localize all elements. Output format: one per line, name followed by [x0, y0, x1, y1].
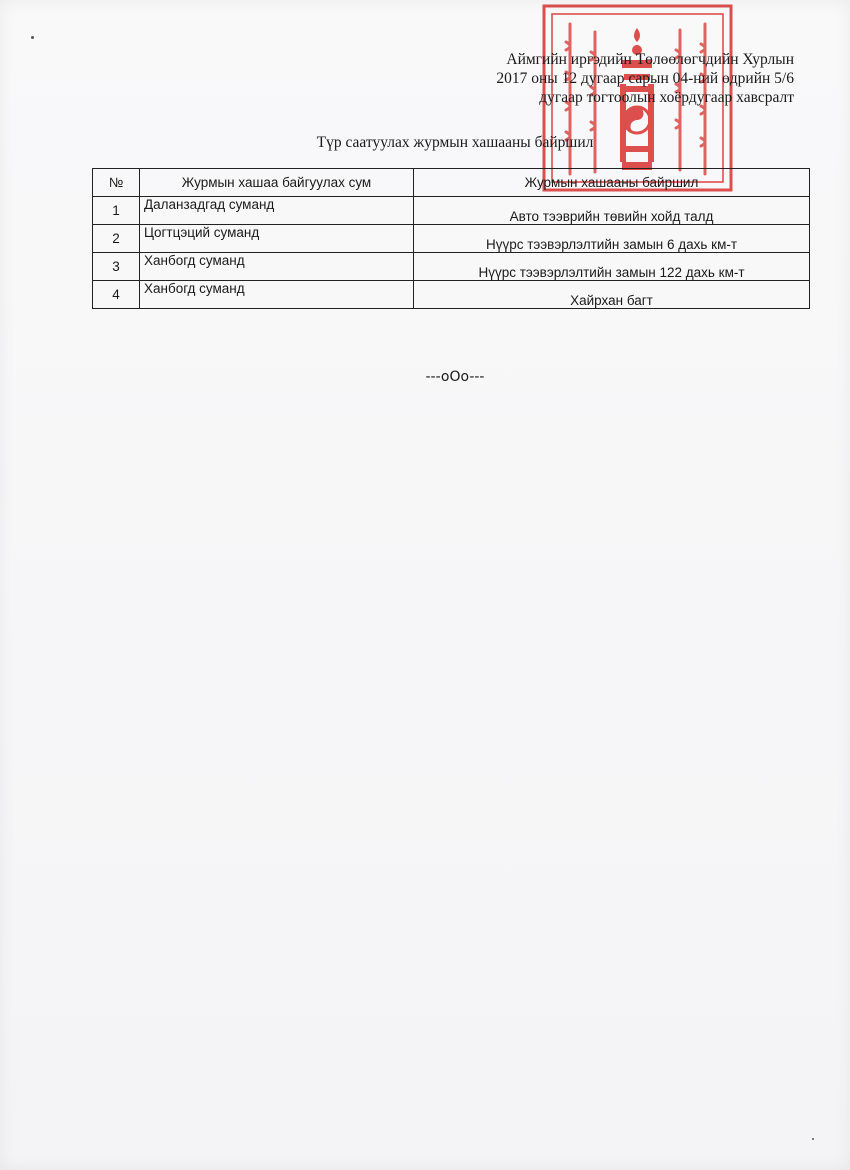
header-line-1: Аймгийн иргэдийн Төлөөлөгчдийн Хурлын	[506, 51, 794, 68]
document-header	[496, 50, 794, 107]
table-row	[93, 281, 810, 309]
row-number: 3	[93, 253, 140, 281]
row-sum: Даланзадгад суманд	[140, 197, 414, 225]
row-location: Нүүрс тээвэрлэлтийн замын 122 дахь км-т	[414, 253, 810, 281]
document-title: Түр саатуулах журмын хашааны байршил	[316, 134, 594, 151]
table-row	[93, 253, 810, 281]
row-number: 1	[93, 197, 140, 225]
header-sum: Журмын хашаа байгуулах сум	[140, 169, 414, 197]
row-location: Хайрхан багт	[414, 281, 810, 309]
scan-speck	[812, 1138, 814, 1140]
row-sum: Ханбогд суманд	[140, 253, 414, 281]
header-line-2: 2017 оны 12 дугаар сарын 04-ний өдрийн 5/6	[496, 70, 794, 87]
row-number: 4	[93, 281, 140, 309]
table-header-row	[93, 169, 810, 197]
table-row	[93, 197, 810, 225]
end-mark: ---oOo---	[425, 369, 485, 385]
row-location: Нүүрс тээвэрлэлтийн замын 6 дахь км-т	[414, 225, 810, 253]
header-number: №	[93, 169, 140, 197]
row-number: 2	[93, 225, 140, 253]
location-table	[92, 168, 810, 309]
row-sum: Цогтцэций суманд	[140, 225, 414, 253]
header-location: Журмын хашааны байршил	[414, 169, 810, 197]
row-location: Авто тээврийн төвийн хойд талд	[414, 197, 810, 225]
table-row	[93, 225, 810, 253]
scan-speck	[31, 36, 34, 39]
row-sum: Ханбогд суманд	[140, 281, 414, 309]
header-line-3: дугаар тогтоолын хоёрдугаар хавсралт	[539, 89, 794, 106]
